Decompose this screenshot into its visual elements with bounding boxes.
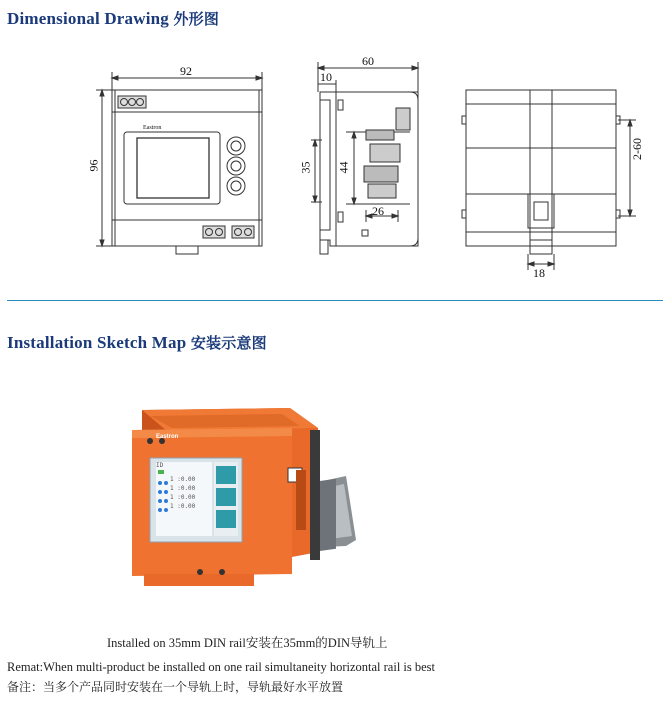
remark-cn: 备注：当多个产品同时安装在一个导轨上时，导轨最好水平放置 bbox=[7, 680, 344, 694]
front-width-label: 92 bbox=[180, 64, 192, 78]
heading-en: Installation Sketch Map bbox=[7, 333, 187, 352]
side-base-label: 26 bbox=[372, 204, 384, 218]
screen-row: 1 :0.00 bbox=[170, 503, 196, 510]
heading-cn: 外形图 bbox=[173, 10, 220, 28]
heading-cn: 安装示意图 bbox=[190, 334, 267, 352]
side-depth-label: 60 bbox=[362, 54, 374, 68]
side-offset-label: 10 bbox=[320, 70, 332, 84]
product-brand-label: Eastron bbox=[156, 434, 179, 440]
front-height-label: 96 bbox=[86, 159, 101, 172]
heading-en: Dimensional Drawing bbox=[7, 9, 170, 28]
screen-row: 1 :0.00 bbox=[170, 476, 196, 483]
back-view-drawing bbox=[462, 90, 636, 270]
screen-rows bbox=[156, 475, 195, 511]
side-rail-label: 35 bbox=[298, 161, 313, 174]
screen-row: 1 :0.00 bbox=[170, 485, 196, 492]
installation-caption: Installed on 35mm DIN rail安装在35mm的DIN导轨上 bbox=[107, 636, 388, 650]
section-divider bbox=[7, 300, 663, 301]
side-view-drawing bbox=[311, 62, 418, 254]
back-spacing-label: 2-60 bbox=[630, 138, 644, 160]
side-body-label: 44 bbox=[336, 161, 351, 174]
front-view-drawing bbox=[96, 72, 262, 254]
screen-row: 1 :0.00 bbox=[170, 494, 196, 501]
back-clip-label: 18 bbox=[533, 266, 545, 280]
front-brand-label: Eastron bbox=[143, 125, 162, 131]
remark-en: Remat:When multi-product be installed on one rail simultaneity horizontal rail is best bbox=[7, 660, 436, 674]
screen-header: ID bbox=[156, 462, 164, 469]
installation-heading bbox=[7, 332, 267, 353]
product-screen-text bbox=[156, 462, 195, 511]
